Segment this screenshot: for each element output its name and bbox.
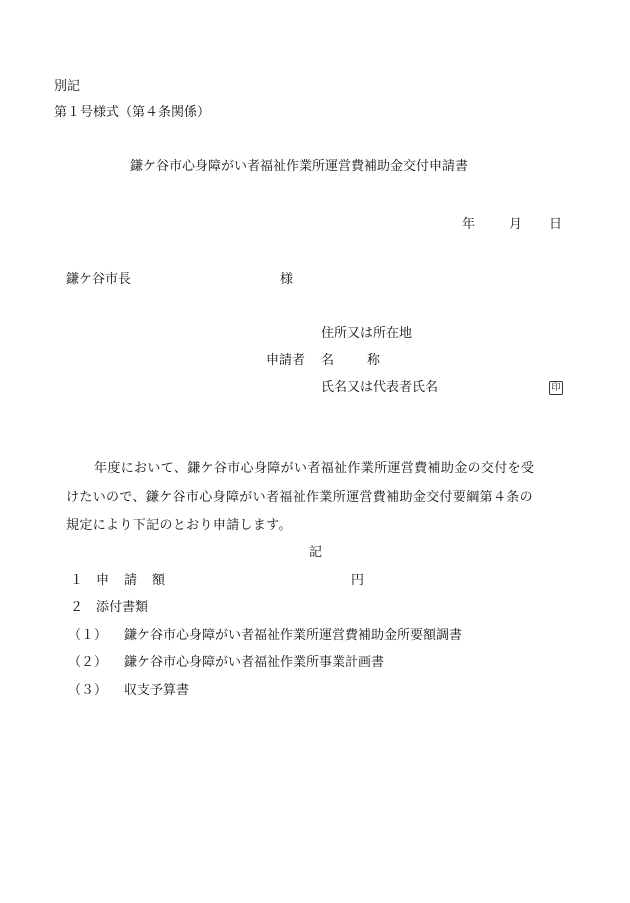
body-line-3: 規定により下記のとおり申請します。 [66,518,292,533]
attachment-2-text: 鎌ケ谷市心身障がい者福祉作業所事業計画書 [124,655,385,670]
address-label: 住所又は所在地 [321,326,413,341]
attachment-3-text: 収支予算書 [124,683,190,698]
attachment-1-text: 鎌ケ谷市心身障がい者福祉作業所運営費補助金所要額調書 [124,628,463,643]
date-month: 月 [509,217,523,232]
attachment-2-number: （２） [68,655,108,670]
name-label-char-2: 称 [367,353,381,368]
item-1-label-char-1: 申 [96,573,110,588]
body-line-1: 年度において、鎌ケ谷市心身障がい者福祉作業所運営費補助金の交付を受 [94,461,535,476]
addressee-honorific: 様 [280,272,294,287]
item-1-unit: 円 [351,573,365,588]
representative-label: 氏名又は代表者氏名 [321,380,439,395]
item-1-number: １ [70,573,84,588]
appendix-label: 別記 [54,79,81,94]
item-1-label-char-2: 請 [124,573,138,588]
seal-mark: 印 [549,381,563,395]
document-title: 鎌ケ谷市心身障がい者福祉作業所運営費補助金交付申請書 [130,159,469,174]
attachment-1-number: （１） [68,628,108,643]
ki-heading: 記 [309,545,323,560]
date-year: 年 [462,217,476,232]
applicant-label: 申請者 [266,353,306,368]
addressee-name: 鎌ケ谷市長 [66,272,132,287]
attachment-3-number: （３） [68,683,108,698]
date-day: 日 [549,217,563,232]
item-1-label-char-3: 額 [152,573,166,588]
body-line-2: けたいので、鎌ケ谷市心身障がい者福祉作業所運営費補助金交付要綱第４条の [66,490,533,505]
name-label-char-1: 名 [321,353,335,368]
form-number: 第１号様式（第４条関係） [54,105,211,120]
item-2-label: ２ 添付書類 [70,600,149,615]
